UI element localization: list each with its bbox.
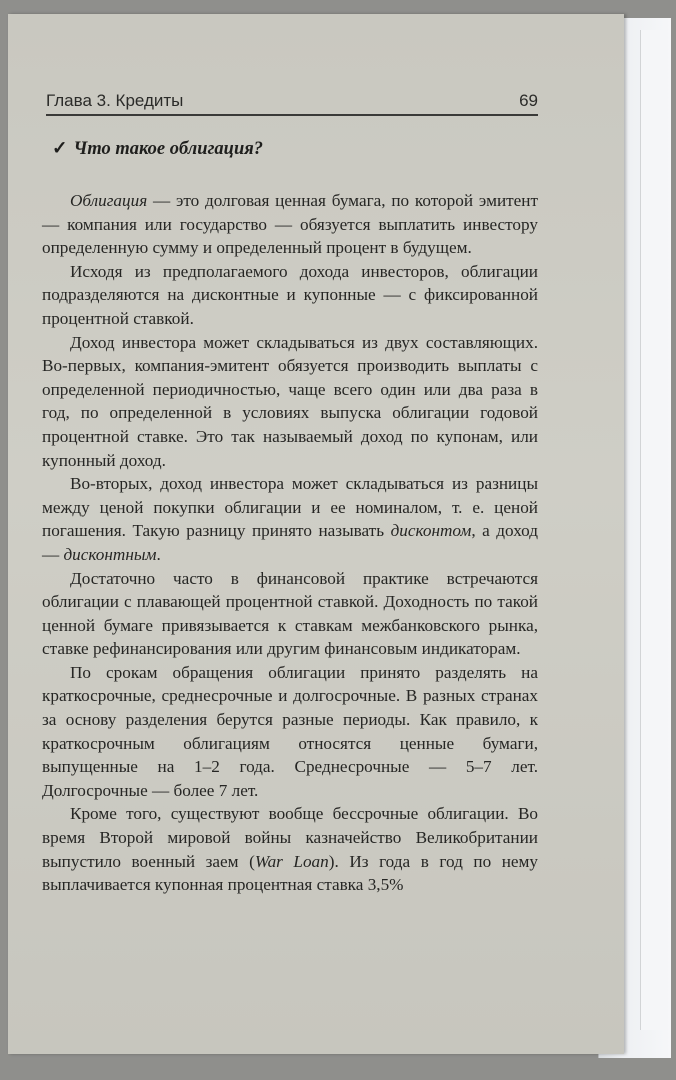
term-italic: дисконтом: [390, 521, 472, 541]
paragraph-text: Доход инвестора может складываться из двух составляющих. Во-первых, компания-эмитент обязуется производить выплаты с определенной периодичностью, чаще всего один или два раза в год, по определенной в условиях выпуска облигации годовой процентной ставке. Это так называемый доход по купонам, или купонный доход.: [42, 332, 538, 470]
paragraph-4: [42, 472, 538, 566]
paragraph-text: По срокам обращения облигации принято разделять на краткосрочные, среднесрочные и долгосрочные. В разных странах за основу разделения берутся разные периоды. Как правило, к краткосрочным облигациям относятся ценные бумаги, выпущенные на 1–2 года. Среднесрочные — 5–7 лет. Долгосрочные — более 7 лет.: [42, 662, 538, 800]
paragraph-text: Кроме того, существуют вообще бессрочные облигации. Во время Второй мировой войны казначейство Великобритании выпустило военный заем (: [42, 804, 538, 871]
paragraph-7: [42, 802, 538, 896]
paragraph-6: [42, 661, 538, 803]
paragraph-text: Достаточно часто в финансовой практике встречаются облигации с плавающей процентной ставкой. Доходность по такой ценной бумаге привязывается к ставкам межбанковского рынка, ставке рефинансирования или другим финансовым индикаторам.: [42, 568, 538, 659]
paragraph-5: [42, 567, 538, 661]
paragraph-text: , а доход —: [42, 521, 538, 564]
page-number: 69: [519, 91, 538, 110]
paragraph-text: .: [156, 544, 161, 564]
paragraph-1: [42, 189, 538, 260]
book-page: [8, 14, 624, 1054]
paragraph-text: Во-вторых, доход инвестора может складываться из разницы между ценой покупки облигации и ее номиналом, т. е. ценой погашения. Такую разницу принято называть: [42, 474, 538, 541]
paragraph-text: — это долговая ценная бумага, по которой эмитент — компания или государство — обязуется выплатить инвестору определенную сумму и определенный процент в будущем.: [42, 191, 538, 258]
term-italic: Облигация: [70, 191, 148, 210]
paragraph-2: [42, 260, 538, 331]
body-text: [42, 189, 538, 897]
section-title: Что такое облигация?: [73, 139, 264, 159]
check-mark-icon: ✓: [52, 139, 68, 159]
paragraph-3: [42, 331, 538, 473]
paragraph-text: ). Из года в год по нему выплачивается купонная процентная ставка 3,5%: [42, 851, 539, 895]
section-heading: [52, 138, 532, 160]
term-italic: War Loan: [254, 851, 329, 871]
chapter-title: Глава 3. Кредиты: [46, 91, 184, 110]
term-italic: дисконтным: [63, 544, 157, 564]
page-edge-inner: [640, 30, 663, 1030]
running-head: [46, 88, 538, 116]
paragraph-text: Исходя из предполагаемого дохода инвесторов, облигации подразделяются на дисконтные и купонные — с фиксированной процентной ставкой.: [42, 261, 538, 328]
